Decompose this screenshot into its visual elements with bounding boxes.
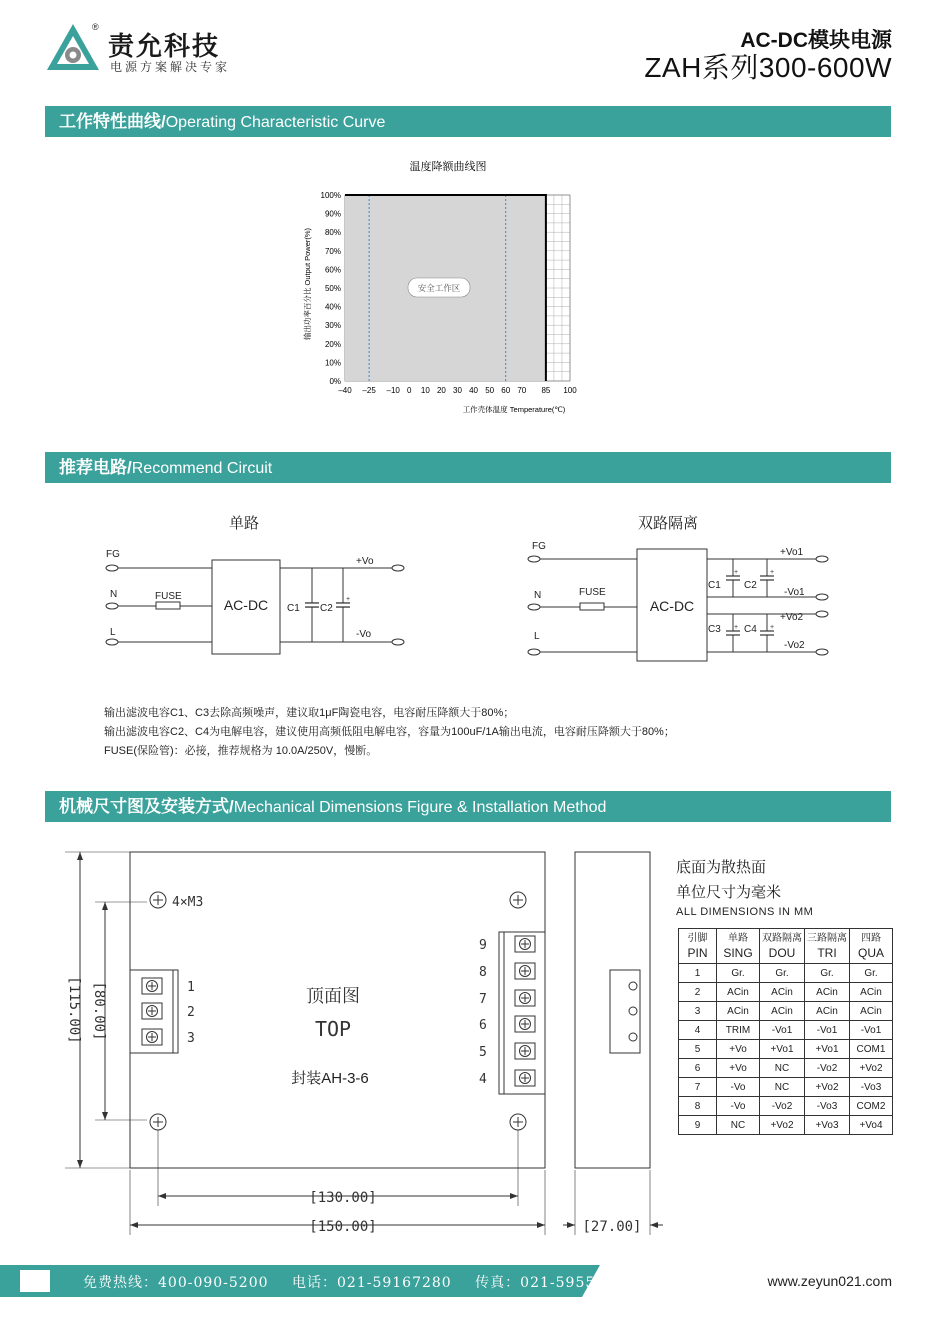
pin-table-row [679, 1059, 893, 1078]
pin-table-cell: NC [760, 1078, 805, 1097]
pin-table-cell: +Vo2 [805, 1078, 850, 1097]
section-bar-curve [45, 106, 891, 137]
section-title-cn: 工作特性曲线/ [59, 112, 166, 131]
dim-115: [115.00] [66, 976, 82, 1044]
svg-text:+: + [770, 569, 775, 576]
safe-zone-label [408, 278, 470, 297]
footer-square [20, 1270, 50, 1292]
brand-name: 责允科技 [108, 31, 221, 61]
label-vo-pos: +Vo [356, 556, 374, 567]
pin-table-cell: ACin [760, 1002, 805, 1021]
y-tick-label: 70% [324, 246, 341, 256]
y-tick-label: 60% [324, 265, 341, 275]
pin-table-cell: Gr. [805, 964, 850, 983]
terminal-icon [392, 639, 404, 645]
note-line: FUSE(保险管)：必接，推荐规格为 10.0A/250V，慢断。 [104, 745, 378, 757]
label-n: N [534, 590, 542, 601]
dual-circuit-title: 双路隔离 [638, 515, 699, 532]
x-tick-label: 50 [485, 386, 495, 395]
label-vo2-pos: +Vo2 [780, 612, 804, 623]
pin-table-cell: -Vo2 [805, 1059, 850, 1078]
pin-table-cell: -Vo [717, 1097, 760, 1116]
section-title-en: Mechanical Dimensions Figure & Installation Method [233, 799, 607, 816]
pin-table-cell: -Vo1 [805, 1021, 850, 1040]
package-label: 封装AH-3-6 [291, 1070, 369, 1087]
y-tick-label: 10% [324, 358, 341, 368]
pin-number: 3 [187, 1031, 195, 1046]
terminal-icon [528, 556, 540, 562]
chart-title: 温度降额曲线图 [409, 160, 487, 173]
label-c1: C1 [287, 603, 300, 614]
side-view-outline [575, 852, 650, 1168]
y-tick-label: 90% [324, 209, 341, 219]
pin-number: 8 [479, 965, 487, 980]
pin-table-cell: +Vo4 [850, 1116, 893, 1135]
pin-table-cell: -Vo3 [805, 1097, 850, 1116]
label-vo2-neg: -Vo2 [784, 640, 805, 651]
terminal-screw-icon [629, 982, 637, 990]
pin-table-row [679, 964, 893, 983]
pin-table-header: 引脚 PIN 单路 SING 双路隔离 DOU 三路隔离 TRI 四路 QUA [679, 929, 893, 964]
pin-labels [187, 938, 487, 1087]
x-tick-label: –10 [386, 386, 400, 395]
label-n: N [110, 589, 118, 600]
label-c3: C3 [708, 624, 721, 635]
pin-table-cell: -Vo1 [850, 1021, 893, 1040]
note-line: 输出滤波电容C1、C3去除高频噪声，建议取1μF陶瓷电容，电容耐压降额大于80%； [104, 707, 515, 719]
single-circuit-diagram [100, 540, 410, 660]
pin-table-cell: 2 [679, 983, 717, 1002]
terminal-icon [816, 611, 828, 617]
footer-website[interactable]: www.zeyun021.com [767, 1273, 892, 1289]
note-line: 输出滤波电容C2、C4为电解电容，建议使用高频低阻电解电容，容量为100uF/1A输出电流，电容耐压降额大于80%； [104, 726, 675, 738]
footer-contacts [83, 1272, 653, 1292]
mechanical-drawing [55, 840, 665, 1240]
x-tick-label: –25 [362, 386, 376, 395]
pin-table-cell: 4 [679, 1021, 717, 1040]
terminal-screw-icon [629, 1033, 637, 1041]
pin-table-cell: Gr. [760, 964, 805, 983]
terminal-screw-icon [629, 1007, 637, 1015]
chart-y-label: 输出功率百分比 Output Power(%) [303, 227, 312, 341]
y-tick-label: 40% [324, 302, 341, 312]
pin-table [678, 928, 893, 1135]
chart-y-ticks [321, 191, 341, 386]
footer-phone: 电话：021-59167280 [292, 1275, 452, 1291]
svg-text:安全工作区: 安全工作区 [417, 284, 461, 294]
section-title-cn: 机械尺寸图及安装方式/ [59, 797, 234, 816]
product-line-title: AC-DC模块电源 [740, 29, 892, 52]
pin-table-cell: +Vo [717, 1059, 760, 1078]
pin-table-cell: +Vo2 [760, 1116, 805, 1135]
pin-table-cell: -Vo2 [760, 1097, 805, 1116]
label-l: L [534, 631, 540, 642]
pin-table-row [679, 1021, 893, 1040]
pin-number: 9 [479, 938, 487, 953]
terminal-icon [392, 565, 404, 571]
x-tick-label: 30 [453, 386, 462, 395]
pin-table-cell: -Vo [717, 1078, 760, 1097]
pin-table-cell: -Vo3 [850, 1078, 893, 1097]
single-circuit-title: 单路 [229, 515, 260, 532]
brand-slogan: 电源方案解决专家 [110, 60, 231, 74]
section-title-en: Operating Characteristic Curve [165, 114, 386, 131]
pin-table-cell: ACin [805, 1002, 850, 1021]
y-tick-label: 100% [320, 191, 341, 200]
section-title-en: Recommend Circuit [131, 460, 273, 477]
pin-table-cell: 3 [679, 1002, 717, 1021]
chart-x-ticks [338, 386, 577, 395]
pin-table-cell: 8 [679, 1097, 717, 1116]
top-label-cn: 顶面图 [306, 986, 360, 1007]
pin-table-cell: Gr. [850, 964, 893, 983]
pin-table-cell: +Vo1 [805, 1040, 850, 1059]
pin-table-cell: COM1 [850, 1040, 893, 1059]
mech-side-notes [676, 856, 813, 918]
y-tick-label: 0% [329, 377, 341, 386]
pin-table-cell: 7 [679, 1078, 717, 1097]
label-vo1-neg: -Vo1 [784, 587, 805, 598]
y-tick-label: 30% [324, 321, 341, 331]
terminal-icon [106, 603, 118, 609]
terminal-icon [528, 604, 540, 610]
label-module: AC-DC [649, 598, 695, 614]
label-c4: C4 [744, 624, 757, 635]
pin-number: 5 [479, 1045, 487, 1060]
pin-table-cell: ACin [850, 983, 893, 1002]
pin-table-cell: 1 [679, 964, 717, 983]
pin-table-row [679, 1116, 893, 1135]
label-fg: FG [106, 549, 120, 560]
x-tick-label: 0 [407, 386, 412, 395]
terminal-icon [528, 649, 540, 655]
pin-table-cell: ACin [717, 983, 760, 1002]
pin-table-cell: +Vo2 [850, 1059, 893, 1078]
pin-table-cell: -Vo1 [760, 1021, 805, 1040]
pin-table-cell: 9 [679, 1116, 717, 1135]
chart-x-label: 工作壳体温度 Temperature(℃) [462, 405, 566, 414]
dual-circuit-diagram [522, 535, 837, 665]
pin-number: 6 [479, 1018, 487, 1033]
dim-27: [27.00] [582, 1219, 642, 1235]
pin-table-row [679, 1040, 893, 1059]
svg-text:+: + [734, 569, 739, 576]
pin-table-row [679, 1078, 893, 1097]
svg-text:+: + [770, 624, 775, 631]
fuse-icon [156, 602, 180, 609]
section-bar-circuit [45, 452, 891, 483]
header [0, 0, 935, 90]
pin-table-cell: +Vo [717, 1040, 760, 1059]
registered-mark: ® [92, 22, 99, 32]
x-tick-label: –40 [338, 386, 352, 395]
pin-table-cell: ACin [805, 983, 850, 1002]
label-l: L [110, 627, 116, 638]
mount-hole-icons [150, 892, 526, 1130]
x-tick-label: 60 [501, 386, 511, 395]
circuit-notes [104, 704, 864, 761]
unit-note-en: ALL DIMENSIONS IN MM [676, 906, 814, 918]
pin-table-cell: Gr. [717, 964, 760, 983]
product-series-title: ZAH系列300-600W [644, 52, 892, 83]
label-fg: FG [532, 541, 546, 552]
label-c2: C2 [744, 580, 757, 591]
terminal-icon [816, 594, 828, 600]
footer-fax: 传真：021-59553702 [475, 1275, 635, 1291]
pin-number: 4 [479, 1072, 487, 1087]
x-tick-label: 20 [436, 386, 446, 395]
y-tick-label: 80% [324, 228, 341, 238]
x-tick-label: 10 [420, 386, 430, 395]
y-tick-label: 20% [324, 339, 341, 349]
pin-table-cell: NC [717, 1116, 760, 1135]
derating-chart-svg [300, 150, 600, 425]
pin-table-cell: COM2 [850, 1097, 893, 1116]
pin-table-cell: ACin [760, 983, 805, 1002]
label-vo-neg: -Vo [356, 629, 372, 640]
label-module: AC-DC [223, 597, 269, 613]
dim-130: [130.00] [309, 1190, 377, 1206]
pin-table-row [679, 983, 893, 1002]
svg-text:+: + [346, 596, 351, 603]
pin-table-cell: NC [760, 1059, 805, 1078]
terminal-icon [106, 639, 118, 645]
pin-table-cell: ACin [717, 1002, 760, 1021]
terminal-icon [816, 556, 828, 562]
terminal-icon [106, 565, 118, 571]
pin-table-cell: 5 [679, 1040, 717, 1059]
label-c1: C1 [708, 580, 721, 591]
dim-80: [80.00] [91, 981, 107, 1041]
terminal-screw-icons [142, 936, 637, 1086]
dim-150: [150.00] [309, 1219, 377, 1235]
label-c2: C2 [320, 603, 333, 614]
x-tick-label: 40 [469, 386, 479, 395]
y-tick-label: 50% [324, 284, 341, 293]
pin-table-cell: 6 [679, 1059, 717, 1078]
label-fuse: FUSE [579, 587, 606, 598]
pin-number: 1 [187, 980, 195, 995]
pin-table-cell: TRIM [717, 1021, 760, 1040]
x-tick-label: 70 [517, 386, 527, 395]
pin-table-cell: ACin [850, 1002, 893, 1021]
label-vo1-pos: +Vo1 [780, 547, 804, 558]
footer-hotline: 免费热线：400-090-5200 [83, 1275, 269, 1291]
section-bar-mechanical [45, 791, 891, 822]
pin-table-row [679, 1002, 893, 1021]
fuse-icon [580, 603, 604, 610]
pin-number: 7 [479, 992, 487, 1007]
label-fuse: FUSE [155, 591, 182, 602]
heat-surface-note: 底面为散热面 [676, 858, 767, 876]
section-title-cn: 推荐电路/ [59, 458, 132, 477]
pin-table-cell: +Vo3 [805, 1116, 850, 1135]
x-tick-label: 85 [541, 386, 551, 395]
top-label-en: TOP [314, 1017, 352, 1041]
pin-table-row [679, 1097, 893, 1116]
mount-label: 4×M3 [172, 895, 204, 910]
x-tick-label: 100 [563, 386, 577, 395]
svg-text:+: + [734, 624, 739, 631]
terminal-icon [816, 649, 828, 655]
unit-note: 单位尺寸为毫米 [676, 883, 782, 901]
pin-table-cell: +Vo1 [760, 1040, 805, 1059]
pin-number: 2 [187, 1005, 195, 1020]
derating-chart [300, 150, 600, 425]
